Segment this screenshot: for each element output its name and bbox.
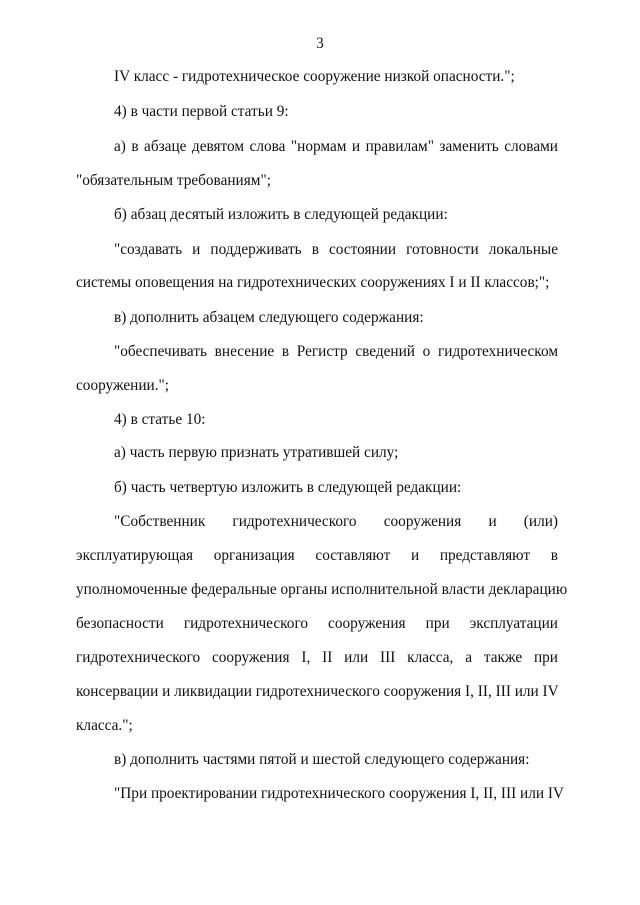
text-line: "обеспечивать внесение в Регистр сведений о гидротехническом <box>114 343 558 360</box>
text-line: уполномоченные федеральные органы исполнительной власти декларацию <box>76 581 568 598</box>
text-line: 4) в статье 10: <box>114 411 206 428</box>
text-line: в) дополнить абзацем следующего содержания: <box>114 309 424 326</box>
text-line: а) в абзаце девятом слова "нормам и правилам" заменить словами <box>114 138 558 155</box>
text-line: б) абзац десятый изложить в следующей редакции: <box>114 206 448 223</box>
text-line: гидротехнического сооружения I, II или III класса, а также при <box>76 649 558 666</box>
text-line: а) часть первую признать утратившей силу; <box>114 444 399 461</box>
page-number: 3 <box>316 35 324 52</box>
text-line: эксплуатирующая организация составляют и представляют в <box>76 547 558 564</box>
text-line: консервации и ликвидации гидротехнического сооружения I, II, III или IV <box>76 683 559 700</box>
text-line: системы оповещения на гидротехнических сооружениях I и II классов;"; <box>76 274 550 291</box>
text-line: б) часть четвертую изложить в следующей редакции: <box>114 479 462 496</box>
text-line: IV класс - гидротехническое сооружение низкой опасности."; <box>114 68 515 85</box>
text-line: 4) в части первой статьи 9: <box>114 103 289 120</box>
text-line: сооружении."; <box>76 377 170 394</box>
text-line: класса."; <box>76 717 133 734</box>
text-line: "Собственник гидротехнического сооружения и (или) <box>114 513 558 530</box>
text-line: "обязательным требованиям"; <box>76 172 271 189</box>
text-line: "создавать и поддерживать в состоянии готовности локальные <box>114 241 558 258</box>
text-line: "При проектировании гидротехнического сооружения I, II, III или IV <box>114 785 564 802</box>
text-line: безопасности гидротехнического сооружения при эксплуатации <box>76 615 558 632</box>
text-line: в) дополнить частями пятой и шестой следующего содержания: <box>114 751 530 768</box>
